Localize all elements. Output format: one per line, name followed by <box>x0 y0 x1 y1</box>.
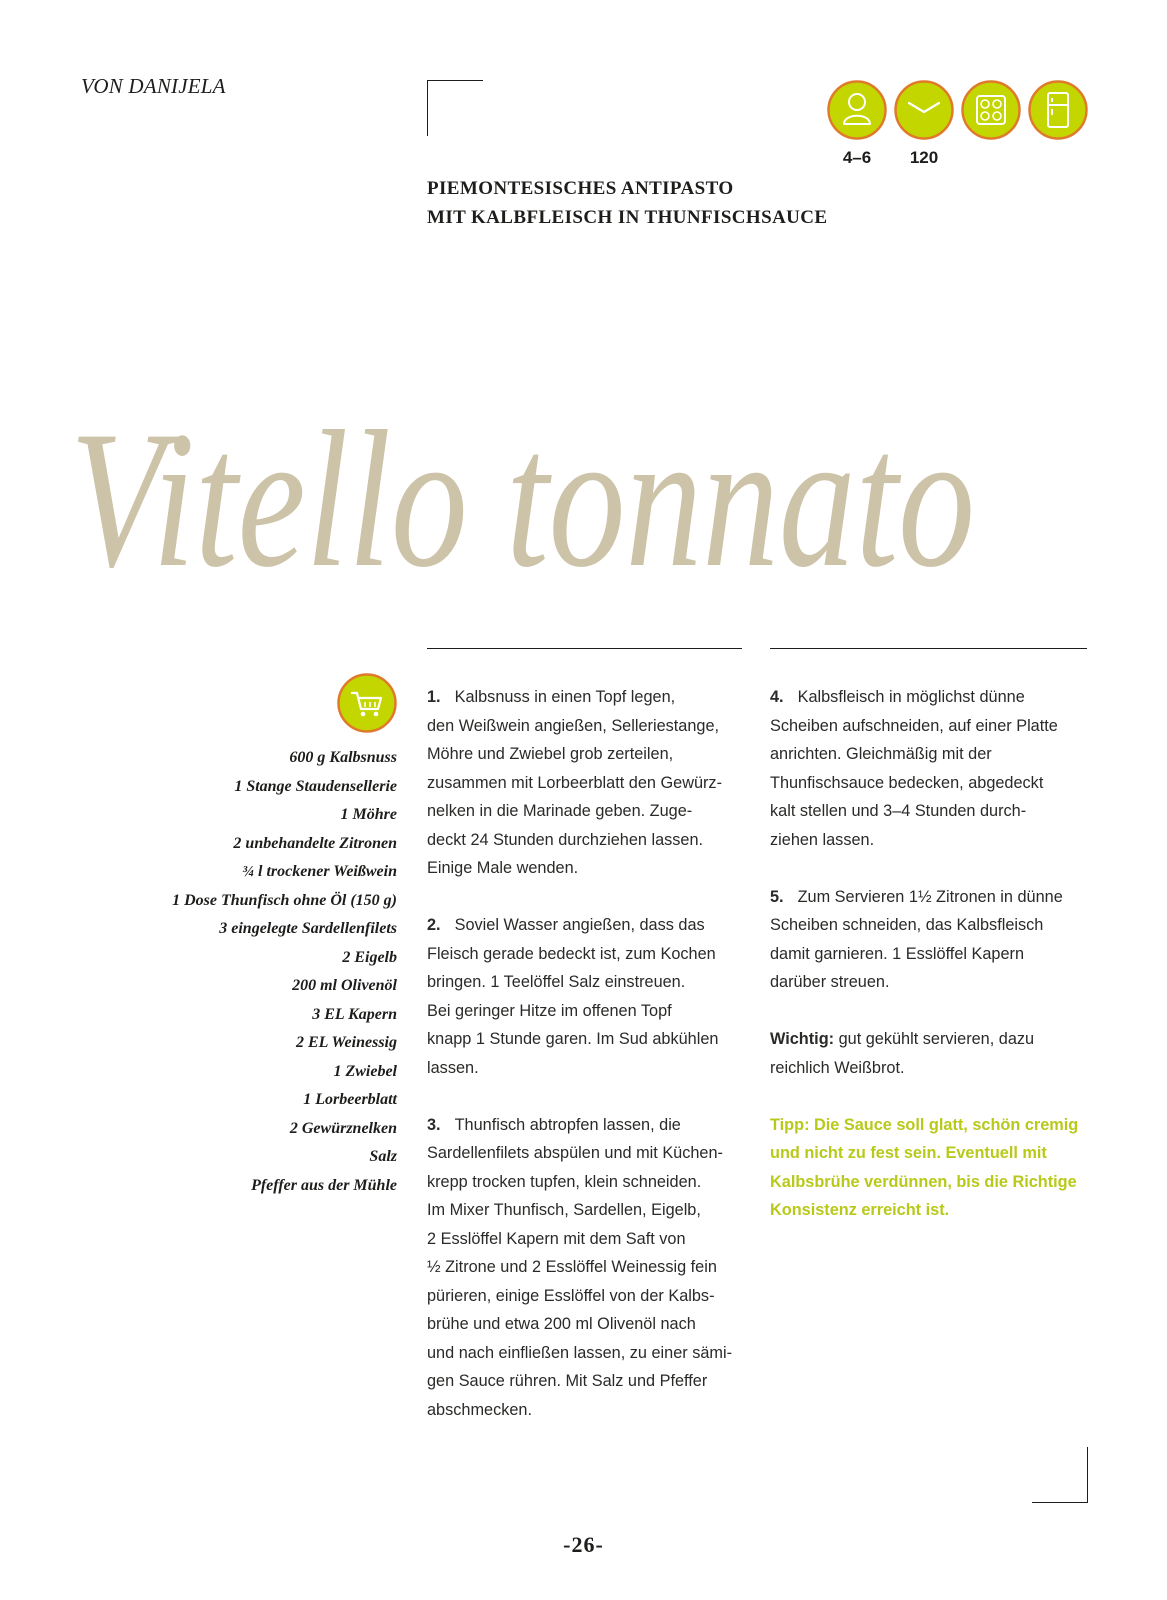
step-text-line: Sardellenfilets abspülen und mit Küchen- <box>427 1144 723 1162</box>
step-text-line: krepp trocken tupfen, klein schneiden. <box>427 1172 702 1191</box>
ingredient-item: 2 unbehandelte Zitronen <box>233 834 397 852</box>
tip-text-line: und nicht zu fest sein. Eventuell mit <box>770 1144 1047 1162</box>
step-number: 4. <box>770 688 784 706</box>
ingredient-item: 3 EL Kapern <box>312 1005 397 1023</box>
step-text-line: Soviel Wasser angießen, dass das <box>454 916 705 934</box>
ingredient-item: 1 Zwiebel <box>333 1062 397 1080</box>
ingredient-item: 200 ml Olivenöl <box>292 977 397 994</box>
step-text-line: Im Mixer Thunfisch, Sardellen, Eigelb, <box>427 1201 701 1219</box>
step-text-line: knapp 1 Stunde garen. Im Sud abkühlen <box>427 1030 719 1048</box>
ingredient-item: 1 Lorbeerblatt <box>303 1091 397 1108</box>
important-text-line: gut gekühlt servieren, dazu <box>834 1030 1035 1048</box>
ingredient-item: 1 Dose Thunfisch ohne Öl (150 g) <box>172 891 397 909</box>
important-text-line: reichlich Weißbrot. <box>770 1058 905 1077</box>
tip-text-line: Kalbsbrühe verdünnen, bis die Richtige <box>770 1172 1077 1191</box>
shopping-cart-icon <box>337 673 397 733</box>
step-text-line: ½ Zitrone und 2 Esslöffel Weinessig fein <box>427 1258 717 1276</box>
subtitle-line-1: PIEMONTESISCHES ANTIPASTO <box>427 178 734 199</box>
step-text-line: Scheiben aufschneiden, auf einer Platte <box>770 716 1058 735</box>
ingredient-item: Salz <box>369 1148 397 1165</box>
ingredient-item: 2 EL Weinessig <box>295 1034 397 1051</box>
important-note <box>770 1025 1100 1082</box>
ingredient-item: 3 eingelegte Sardellenfilets <box>219 920 397 937</box>
step-text-line: lassen. <box>427 1058 479 1077</box>
step-text-line: Kalbsfleisch in möglichst dünne <box>797 688 1025 706</box>
ingredient-item: ¾ l trockener Weißwein <box>242 863 397 880</box>
step-text-line: zusammen mit Lorbeerblatt den Gewürz- <box>427 773 722 792</box>
step-number: 5. <box>770 887 784 906</box>
step-text-line: abschmecken. <box>427 1400 532 1419</box>
recipe-step <box>427 911 747 1082</box>
step-text-line: deckt 24 Stunden durchziehen lassen. <box>427 830 704 849</box>
steps-column-right <box>770 683 1100 1253</box>
clock-icon <box>894 80 954 140</box>
script-title-text: Vitello tonnato <box>70 391 975 608</box>
tip-note <box>770 1111 1100 1225</box>
important-label: Wichtig: <box>770 1030 835 1048</box>
divider-right <box>770 648 1087 649</box>
ingredient-item: 1 Möhre <box>340 806 397 823</box>
step-text-line: nelken in die Marinade geben. Zuge- <box>427 802 693 820</box>
step-number: 2. <box>427 916 441 934</box>
step-number: 3. <box>427 1115 441 1134</box>
time-value: 120 <box>909 148 939 167</box>
step-text-line: Thunfischsauce bedecken, abgedeckt <box>770 773 1044 792</box>
recipe-step <box>427 683 747 883</box>
step-text-line: darüber streuen. <box>770 973 890 991</box>
ingredient-item: Pfeffer aus der Mühle <box>251 1176 397 1194</box>
ingredient-item: 2 Eigelb <box>342 948 397 966</box>
corner-mark-bottom-right <box>1032 1447 1088 1503</box>
script-title <box>70 355 990 625</box>
author-line: VON DANIJELA <box>81 74 226 98</box>
step-text-line: und nach einfließen lassen, zu einer sämi- <box>427 1343 732 1362</box>
step-text-line: Möhre und Zwiebel grob zerteilen, <box>427 745 674 763</box>
step-number: 1. <box>427 688 441 706</box>
step-text-line: ziehen lassen. <box>770 830 875 849</box>
recipe-subtitle <box>427 174 828 232</box>
ingredient-item: 2 Gewürznelken <box>289 1119 397 1137</box>
recipe-step <box>427 1111 747 1425</box>
step-text-line: 2 Esslöffel Kapern mit dem Saft von <box>427 1229 686 1248</box>
servings-value: 4–6 <box>842 148 872 167</box>
step-text-line: kalt stellen und 3–4 Stunden durch- <box>770 802 1027 820</box>
step-text-line: anrichten. Gleichmäßig mit der <box>770 745 992 763</box>
step-text-line: pürieren, einige Esslöffel von der Kalbs- <box>427 1286 715 1305</box>
step-text-line: damit garnieren. 1 Esslöffel Kapern <box>770 944 1025 963</box>
step-text-line: brühe und etwa 200 ml Olivenöl nach <box>427 1315 696 1333</box>
ingredient-list <box>100 744 397 1200</box>
step-text-line: den Weißwein angießen, Selleriestange, <box>427 716 720 735</box>
step-text-line: Thunfisch abtropfen lassen, die <box>454 1115 681 1134</box>
step-text-line: Fleisch gerade bedeckt ist, zum Kochen <box>427 944 716 963</box>
tip-text-line: Tipp: Die Sauce soll glatt, schön cremig <box>770 1115 1079 1134</box>
steps-column-right-steps <box>770 683 1100 997</box>
tip-text-line: Konsistenz erreicht ist. <box>770 1201 950 1219</box>
step-text-line: Bei geringer Hitze im offenen Topf <box>427 1001 672 1020</box>
divider-left <box>427 648 742 649</box>
fridge-icon <box>1028 80 1088 140</box>
recipe-step <box>770 883 1100 997</box>
steps-column-left <box>427 683 747 1453</box>
step-text-line: Scheiben schneiden, das Kalbsfleisch <box>770 916 1044 934</box>
ingredient-item: 1 Stange Staudensellerie <box>234 777 397 795</box>
step-text-line: bringen. 1 Teelöffel Salz einstreuen. <box>427 973 686 991</box>
recipe-step <box>770 683 1100 854</box>
person-icon <box>827 80 887 140</box>
stove-icon <box>961 80 1021 140</box>
ingredient-item: 600 g Kalbsnuss <box>289 749 397 766</box>
page-number: -26- <box>563 1532 604 1557</box>
step-text-line: Einige Male wenden. <box>427 859 579 877</box>
step-text-line: Zum Servieren 1½ Zitronen in dünne <box>797 887 1063 906</box>
step-text-line: gen Sauce rühren. Mit Salz und Pfeffer <box>427 1372 708 1390</box>
step-text-line: Kalbsnuss in einen Topf legen, <box>454 688 676 706</box>
corner-mark-top-left <box>427 80 483 136</box>
subtitle-line-2: MIT KALBFLEISCH IN THUNFISCHSAUCE <box>427 207 828 228</box>
